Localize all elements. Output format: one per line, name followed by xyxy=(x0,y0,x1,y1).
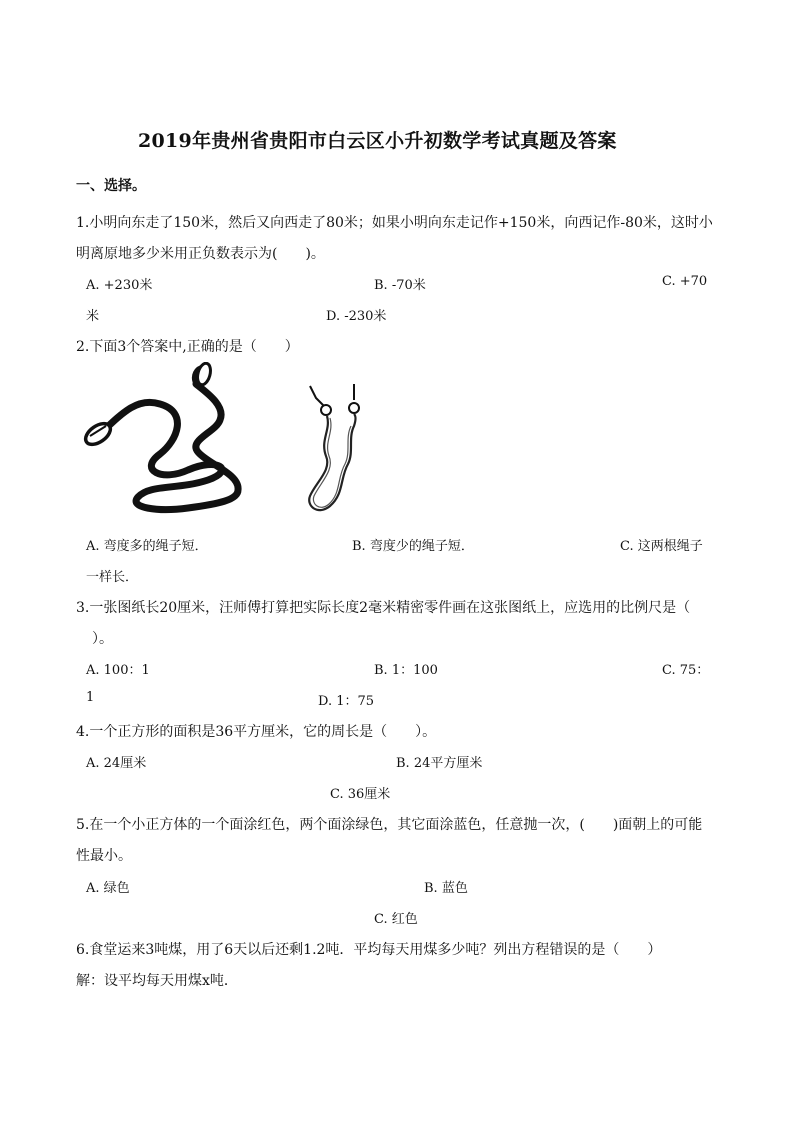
q1-line1: 1.小明向东走了150米，然后又向西走了80米；如果小明向东走记作+150米，向西记作-80米，这时小 xyxy=(76,215,713,231)
q1-line2: 明离原地多少米用正负数表示为( )。 xyxy=(76,246,325,262)
rope-few-bends-image xyxy=(296,378,376,523)
q2-option-a[interactable]: A. 弯度多的绳子短． xyxy=(86,539,208,554)
page-title: 2019年贵州省贵阳市白云区小升初数学考试真题及答案 xyxy=(138,130,617,152)
q1-option-c[interactable]: C. +70 xyxy=(662,274,708,289)
q3-option-d[interactable]: D. 1：75 xyxy=(318,694,375,709)
q4-option-a[interactable]: A. 24厘米 xyxy=(86,756,147,771)
q5-option-b[interactable]: B. 蓝色 xyxy=(424,881,468,896)
q4-line1: 4.一个正方形的面积是36平方厘米，它的周长是（ ）。 xyxy=(76,724,437,740)
q4-option-c[interactable]: C. 36厘米 xyxy=(330,787,391,802)
q3-option-c[interactable]: C. 75： xyxy=(662,663,710,678)
q4-option-b[interactable]: B. 24平方厘米 xyxy=(396,756,483,771)
q5-option-c[interactable]: C. 红色 xyxy=(374,912,418,927)
rope-many-bends-image xyxy=(78,362,248,522)
q6-line2: 解：设平均每天用煤x吨． xyxy=(76,973,238,989)
q5-line1: 5.在一个小正方体的一个面涂红色，两个面涂绿色，其它面涂蓝色，任意抛一次，( )面朝上的可能 xyxy=(76,817,703,833)
q3-line2: ）。 xyxy=(92,631,113,647)
q6-line1: 6.食堂运来3吨煤，用了6天以后还剩1.2吨．平均每天用煤多少吨？列出方程错误的是（ ） xyxy=(76,942,662,958)
q3-option-a[interactable]: A. 100：1 xyxy=(86,663,150,678)
q3-option-c-cont: 1 xyxy=(86,690,95,705)
q1-option-c-cont: 米 xyxy=(86,309,100,324)
q3-option-b[interactable]: B. 1：100 xyxy=(374,663,438,678)
q1-option-a[interactable]: A. +230米 xyxy=(86,278,153,293)
q1-option-d[interactable]: D. -230米 xyxy=(326,309,387,324)
q2-option-c[interactable]: C. 这两根绳子 xyxy=(620,539,703,554)
q5-line2: 性最小。 xyxy=(76,848,132,864)
q1-option-b[interactable]: B. -70米 xyxy=(374,278,426,293)
q2-option-b[interactable]: B. 弯度少的绳子短． xyxy=(352,539,474,554)
q2-line1: 2.下面3个答案中,正确的是（ ） xyxy=(76,339,299,355)
q2-option-c-cont: 一样长． xyxy=(86,570,139,585)
q3-line1: 3.一张图纸长20厘米，汪师傅打算把实际长度2毫米精密零件画在这张图纸上，应选用的比例尺是（ xyxy=(76,600,691,616)
section-heading: 一、选择。 xyxy=(76,178,146,194)
q5-option-a[interactable]: A. 绿色 xyxy=(86,881,130,896)
